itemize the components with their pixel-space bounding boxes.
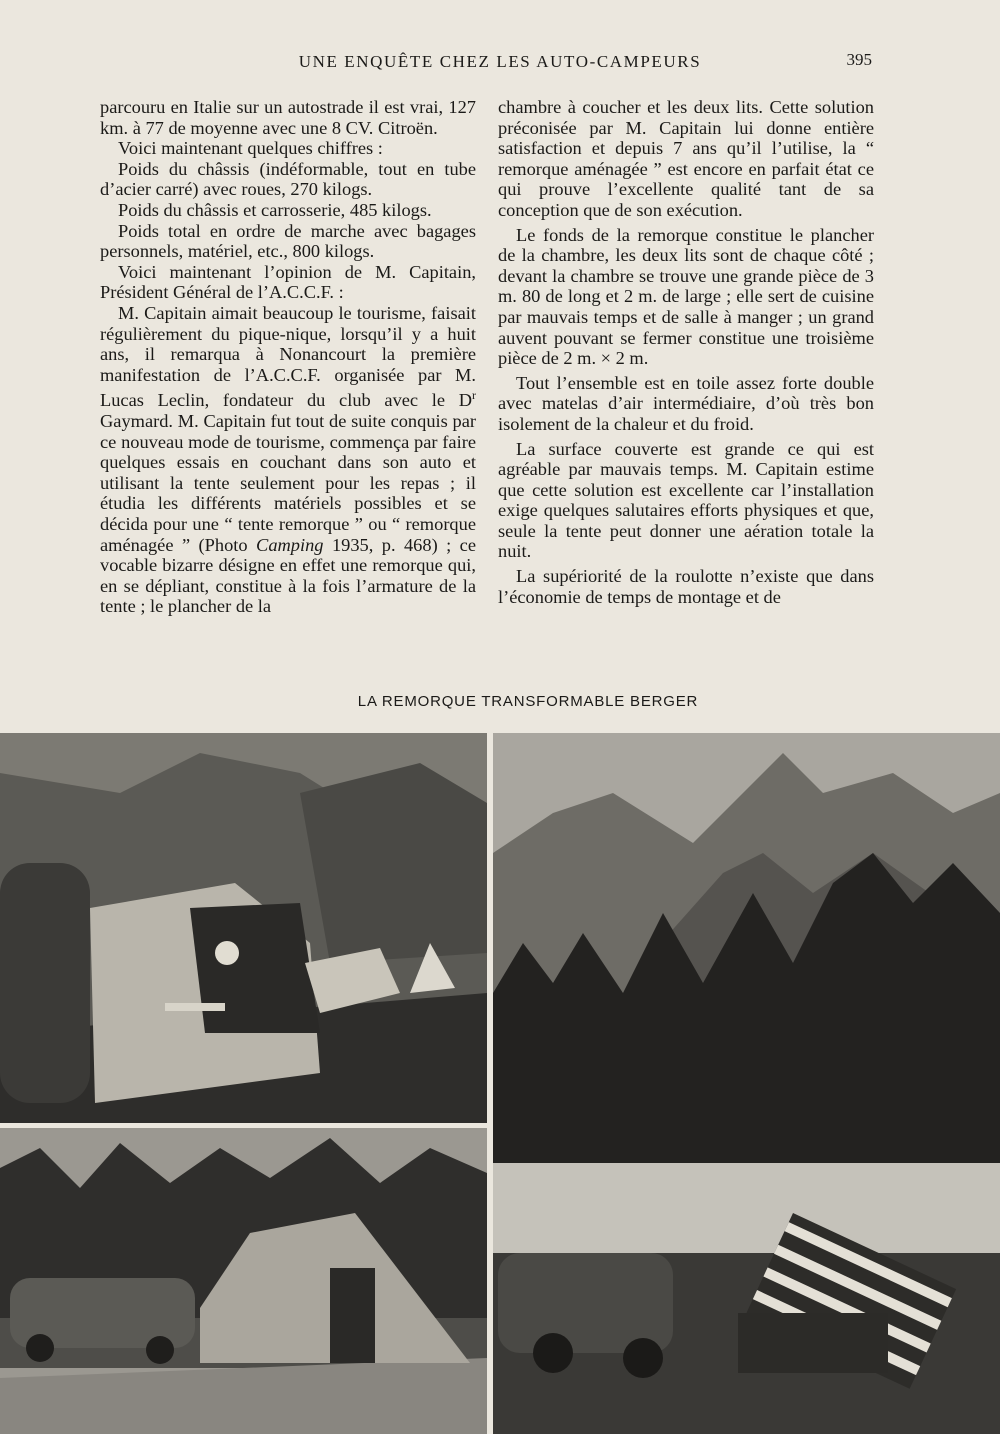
figure-caption: LA REMORQUE TRANSFORMABLE BERGER <box>357 693 699 710</box>
left-column <box>100 97 476 617</box>
text-run: 1935, p. 468) ; ce vocable bizarre désigne en effet une remorque qui, en se dépliant, constitue à la fois l’armature de la tente ; le plancher de la <box>100 534 477 617</box>
paragraph: chambre à coucher et les deux lits. Cette solution préconisée par M. Capitain lui donne entière satisfaction et depuis 7 ans qu’il l’utilise, la “ remorque aménagée ” est encore en parfait état ce qui prouve l’excellente qualité tant de sa conception que de son exécution. <box>498 97 874 220</box>
paragraph: La supériorité de la roulotte n’existe que dans l’économie de temps de montage et de <box>498 566 874 607</box>
page-number: 395 <box>846 50 872 69</box>
paragraph: Voici maintenant l’opinion de M. Capitain, Président Général de l’A.C.C.F. : <box>100 261 476 303</box>
paragraph: Voici maintenant quelques chiffres : <box>118 138 383 159</box>
paragraph: Poids du châssis (indéformable, tout en tube d’acier carré) avec roues, 270 kilogs. <box>100 158 476 200</box>
photo-tent-trailer-rocks <box>0 733 487 1123</box>
paragraph: Le fonds de la remorque constitue le plancher de la chambre, les deux lits sont de chaque côté ; devant la chambre se trouve une grande pièce de 3 m. 80 de long et 2 m. de large ; elle sert de cuisine par mauvais temps et de salle à manger ; un grand auvent pouvant se fermer constitue une troisième pièce de 2 m. × 2 m. <box>498 224 874 369</box>
right-column <box>498 97 874 607</box>
text-run: Gaymard. M. Capitain fut tout de suite conquis par ce nouveau mode de tourisme, commença par faire quelques essais en couchant dans son auto et utilisant la tente seulement pour les repas ; il étudia les différents matériels possibles et se décida pour une “ tente remorque ” ou “ remorque aménagée ” (Photo <box>100 411 476 555</box>
photo-mountain-camp <box>493 733 1000 1434</box>
paragraph: Poids du châssis et carrosserie, 485 kilogs. <box>118 199 432 220</box>
photo-car-tent-forest <box>0 1128 487 1434</box>
text-run: M. Capitain aimait beaucoup le tourisme, faisait régulièrement du pique-nique, lorsqu’il y a huit ans, il remarqua à Nonancourt la première manifestation de l’A.C.C.F. organisée par M. Lucas Leclin, fondateur du club avec le D <box>100 302 476 411</box>
superscript: r <box>472 388 476 403</box>
paragraph: parcouru en Italie sur un autostrade il est vrai, 127 km. à 77 de moyenne avec une 8 CV. Citroën. <box>100 97 476 138</box>
paragraph: Poids total en ordre de marche avec bagages personnels, matériel, etc., 800 kilogs. <box>100 220 476 262</box>
running-head: UNE ENQUÊTE CHEZ LES AUTO-CAMPEURS <box>298 52 702 71</box>
italic-title: Camping <box>256 534 324 555</box>
paragraph: La surface couverte est grande ce qui est agréable par mauvais temps. M. Capitain estime que cette solution est excellente car l’installation exige quelques salutaires efforts physiques et que, seule la tente peut donner une aération totale la nuit. <box>498 438 874 562</box>
paragraph: Tout l’ensemble est en toile assez forte double avec matelas d’air intermédiaire, d’où très bon isolement de la chaleur et du froid. <box>498 372 874 434</box>
paragraph <box>100 303 476 617</box>
